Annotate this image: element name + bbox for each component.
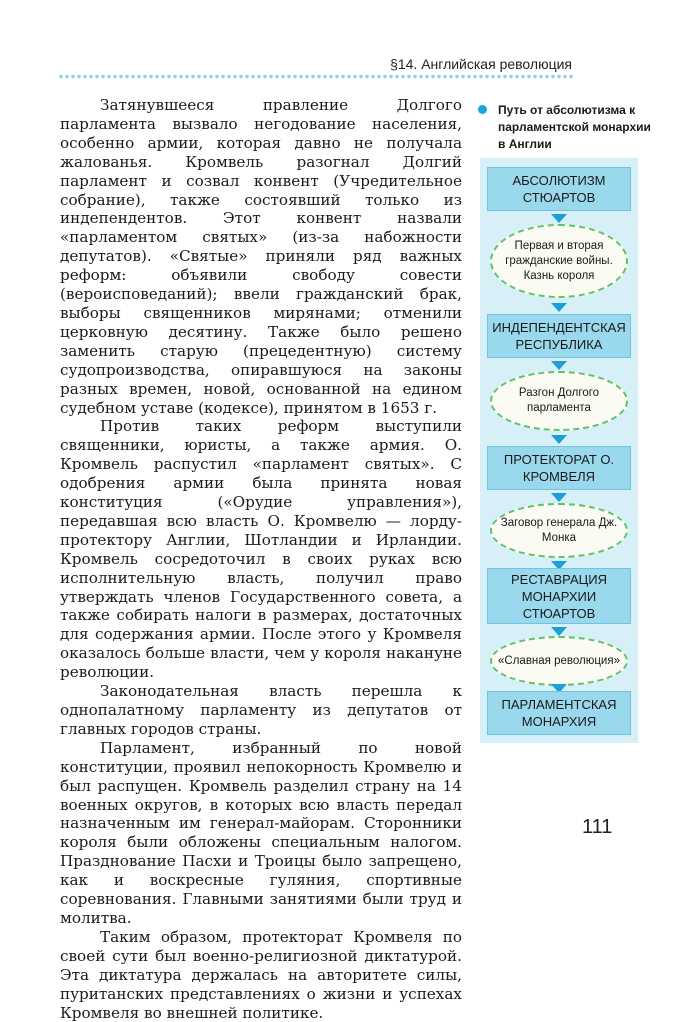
flow-box-restoration: РЕСТАВРАЦИЯ МОНАРХИИ СТЮАРТОВ bbox=[487, 568, 631, 624]
main-text bbox=[60, 96, 462, 1022]
page-number: 111 bbox=[582, 816, 613, 838]
bullet-dot-icon bbox=[478, 105, 487, 114]
paragraph: Законодательная власть перешла к однопалатному парламенту из депутатов от главных городов страны. bbox=[60, 682, 462, 738]
arrow-down-icon bbox=[551, 493, 567, 502]
running-header: §14. Английская революция bbox=[390, 56, 572, 72]
flow-oval-dissolution: Разгон Долгого парламента bbox=[490, 371, 628, 431]
arrow-down-icon bbox=[551, 361, 567, 370]
paragraph: Парламент, избранный по новой конституции, проявил непокорность Кромвелю и был распущен. Кромвель разделил страну на 14 военных округов, в которых всю власть передал назначенным им генерал-майорам. Сторонники короля были обложены специальным налогом. Празднование Пасхи и Троицы было запрещено, как и воскресные гуляния, спортивные соревнования. Главными занятиями были труд и молитва. bbox=[60, 738, 462, 927]
flow-oval-glorious-revolution: «Славная революция» bbox=[490, 636, 628, 686]
sidebar-heading bbox=[478, 102, 658, 153]
arrow-down-icon bbox=[551, 627, 567, 636]
paragraph: Таким образом, протекторат Кромвеля по своей сути был военно-религиозной диктатурой. Эта диктатура держалась на авторитете силы, пуританских представлениях о жизни и успехах Кромвеля во внешней политике. bbox=[60, 927, 462, 1022]
flow-diagram bbox=[480, 158, 638, 743]
arrow-down-icon bbox=[551, 214, 567, 223]
paragraph: Против таких реформ выступили священники, юристы, а также армия. О. Кромвель распустил «парламент святых». С одобрения армии была принята новая конституция («Орудие управления»), передавшая всю власть О. Кромвелю — лорду-протектору Англии, Шотландии и Ирландии. Кромвель сосредоточил в своих руках всю исполнительную власть, получил право утверждать членов Государственного совета, а также собирать налоги в размерах, достаточных для содержания армии. После этого у Кромвеля оказалось больше власти, чем у короля накануне революции. bbox=[60, 417, 462, 682]
flow-oval-monck: Заговор генерала Дж. Монка bbox=[490, 503, 628, 558]
arrow-down-icon bbox=[551, 435, 567, 444]
paragraph: Затянувшееся правление Долгого парламента вызвало негодование населения, особенно армии, которая давно не получала жалованья. Кромвель разогнал Долгий парламент и созвал конвент (Учредительное собрание), также состоявший только из индепендентов. Этот конвент назвали «парламентом святых» (из-за набожности депутатов). «Святые» приняли ряд важных реформ: объявили свободу совести (вероисповеданий); ввели гражданский брак, выборы священников мирянами; отменили церковную десятину. Также было решено заменить старую (прецедентную) систему судопроизводства, опиравшуюся на законы разных времен, новой, основанной на едином судебном уставе (кодексе), принятом в 1653 г. bbox=[60, 96, 462, 417]
arrow-down-icon bbox=[551, 303, 567, 312]
sidebar-heading-text: Путь от абсолютизма к парламентской монархии в Англии bbox=[498, 103, 651, 151]
flow-box-republic: ИНДЕПЕНДЕНТСКАЯ РЕСПУБЛИКА bbox=[487, 314, 631, 358]
flow-box-parliamentary-monarchy: ПАРЛАМЕНТСКАЯ МОНАРХИЯ bbox=[487, 691, 631, 735]
flow-oval-civil-wars: Первая и вторая гражданские войны. Казнь короля bbox=[490, 224, 628, 298]
flow-box-protectorate: ПРОТЕКТОРАТ О. КРОМВЕЛЯ bbox=[487, 446, 631, 490]
header-dotted-divider bbox=[58, 74, 573, 79]
flow-box-absolutism: АБСОЛЮТИЗМ СТЮАРТОВ bbox=[487, 167, 631, 211]
